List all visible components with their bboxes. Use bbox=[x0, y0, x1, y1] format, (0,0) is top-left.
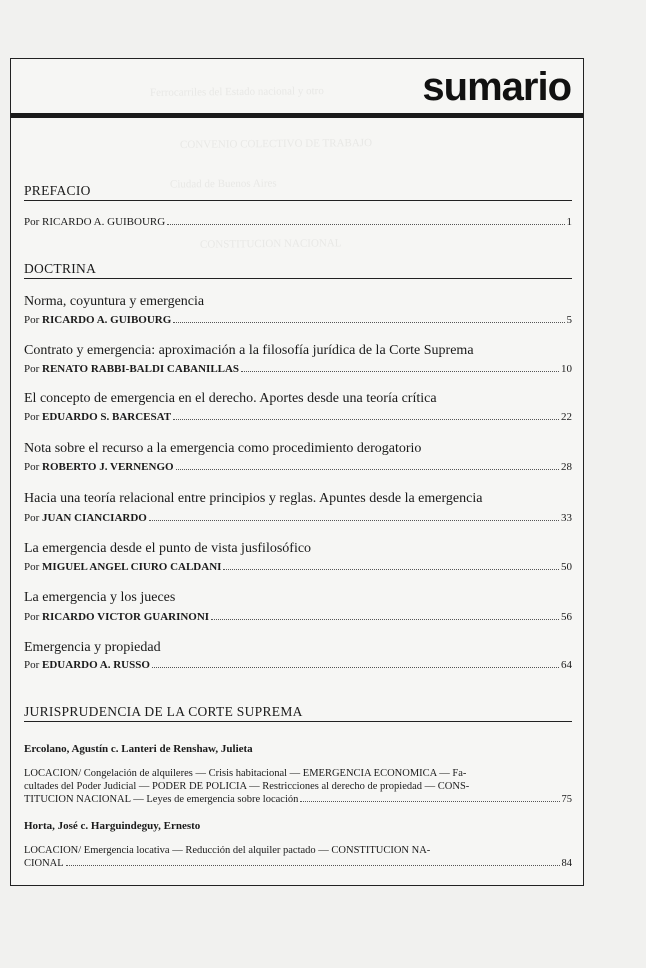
author-name: ROBERTO J. VERNENGO bbox=[42, 461, 174, 473]
toc-entry[interactable] bbox=[24, 461, 572, 474]
toc-entry[interactable] bbox=[24, 363, 572, 376]
summary-line: CIONAL bbox=[24, 858, 64, 869]
dot-leader bbox=[167, 223, 564, 225]
summary-line: cultades del Poder Judicial — PODER DE POLICIA — Restricciones al derecho de propiedad — CONS- bbox=[24, 781, 470, 792]
by-label: Por bbox=[24, 659, 40, 671]
summary-last-line bbox=[24, 793, 572, 806]
page-number: 50 bbox=[561, 561, 572, 573]
article-title[interactable]: Nota sobre el recurso a la emergencia como procedimiento derogatorio bbox=[24, 441, 422, 456]
dot-leader bbox=[211, 618, 559, 620]
toc-entry[interactable] bbox=[24, 411, 572, 424]
summary-frame bbox=[10, 58, 584, 886]
article-title[interactable]: Contrato y emergencia: aproximación a la filosofía jurídica de la Corte Suprema bbox=[24, 343, 474, 358]
author-name: RICARDO A. GUIBOURG bbox=[42, 216, 166, 228]
dot-leader bbox=[152, 666, 559, 668]
by-label: Por bbox=[24, 461, 40, 473]
toc-entry[interactable] bbox=[24, 561, 572, 574]
toc-entry[interactable] bbox=[24, 611, 572, 624]
page-number: 64 bbox=[561, 659, 572, 671]
summary-line: LOCACION/ Emergencia locativa — Reducción del alquiler pactado — CONSTITUCION NA- bbox=[24, 845, 431, 856]
by-label: Por bbox=[24, 611, 40, 623]
case-summary[interactable] bbox=[24, 767, 572, 806]
toc-entry[interactable] bbox=[24, 659, 572, 672]
by-label: Por bbox=[24, 363, 40, 375]
section-heading-prefacio: PREFACIO bbox=[24, 183, 572, 201]
by-label: Por bbox=[24, 512, 40, 524]
toc-entry-prefacio[interactable] bbox=[24, 216, 572, 229]
dot-leader bbox=[173, 418, 559, 420]
case-parties[interactable]: Ercolano, Agustín c. Lanteri de Renshaw, Julieta bbox=[24, 743, 253, 755]
page-number: 33 bbox=[561, 512, 572, 524]
dot-leader bbox=[173, 321, 564, 323]
section-heading-doctrina: DOCTRINA bbox=[24, 261, 572, 279]
article-title[interactable]: La emergencia y los jueces bbox=[24, 590, 176, 605]
author-name: RICARDO A. GUIBOURG bbox=[42, 314, 172, 326]
page-number: 75 bbox=[561, 794, 572, 805]
by-label: Por bbox=[24, 216, 40, 228]
author-name: MIGUEL ANGEL CIURO CALDANI bbox=[42, 561, 222, 573]
author-name: EDUARDO A. RUSSO bbox=[42, 659, 150, 671]
case-summary[interactable] bbox=[24, 844, 572, 870]
author-name: RICARDO VICTOR GUARINONI bbox=[42, 611, 210, 623]
dot-leader bbox=[223, 568, 559, 570]
summary-line: TITUCION NACIONAL — Leyes de emergencia sobre locación bbox=[24, 794, 299, 805]
article-title[interactable]: El concepto de emergencia en el derecho. Aportes desde una teoría crítica bbox=[24, 391, 437, 406]
page-number: 1 bbox=[566, 216, 572, 228]
dot-leader bbox=[66, 864, 560, 866]
toc-entry[interactable] bbox=[24, 314, 572, 327]
page-number: 84 bbox=[561, 858, 572, 869]
author-name: RENATO RABBI-BALDI CABANILLAS bbox=[42, 363, 240, 375]
summary-line: LOCACION/ Congelación de alquileres — Crisis habitacional — EMERGENCIA ECONOMICA — Fa- bbox=[24, 768, 467, 779]
dot-leader bbox=[241, 370, 559, 372]
title-rule bbox=[11, 113, 583, 118]
page-number: 28 bbox=[561, 461, 572, 473]
page-number: 56 bbox=[561, 611, 572, 623]
dot-leader bbox=[176, 468, 559, 470]
dot-leader bbox=[300, 800, 559, 802]
article-title[interactable]: La emergencia desde el punto de vista jusfilosófico bbox=[24, 541, 312, 556]
author-name: EDUARDO S. BARCESAT bbox=[42, 411, 172, 423]
page-number: 5 bbox=[566, 314, 572, 326]
toc-entry[interactable] bbox=[24, 512, 572, 525]
case-parties[interactable]: Horta, José c. Harguindeguy, Ernesto bbox=[24, 820, 201, 832]
article-title[interactable]: Hacia una teoría relacional entre principios y reglas. Apuntes desde la emergencia bbox=[24, 491, 483, 506]
page-number: 22 bbox=[561, 411, 572, 423]
section-heading-jurisprudencia: JURISPRUDENCIA DE LA CORTE SUPREMA bbox=[24, 704, 572, 722]
by-label: Por bbox=[24, 561, 40, 573]
by-label: Por bbox=[24, 411, 40, 423]
by-label: Por bbox=[24, 314, 40, 326]
article-title[interactable]: Norma, coyuntura y emergencia bbox=[24, 294, 205, 309]
dot-leader bbox=[149, 519, 559, 521]
summary-last-line bbox=[24, 857, 572, 870]
page-title: sumario bbox=[422, 65, 571, 109]
page-number: 10 bbox=[561, 363, 572, 375]
author-name: JUAN CIANCIARDO bbox=[42, 512, 147, 524]
article-title[interactable]: Emergencia y propiedad bbox=[24, 640, 161, 655]
